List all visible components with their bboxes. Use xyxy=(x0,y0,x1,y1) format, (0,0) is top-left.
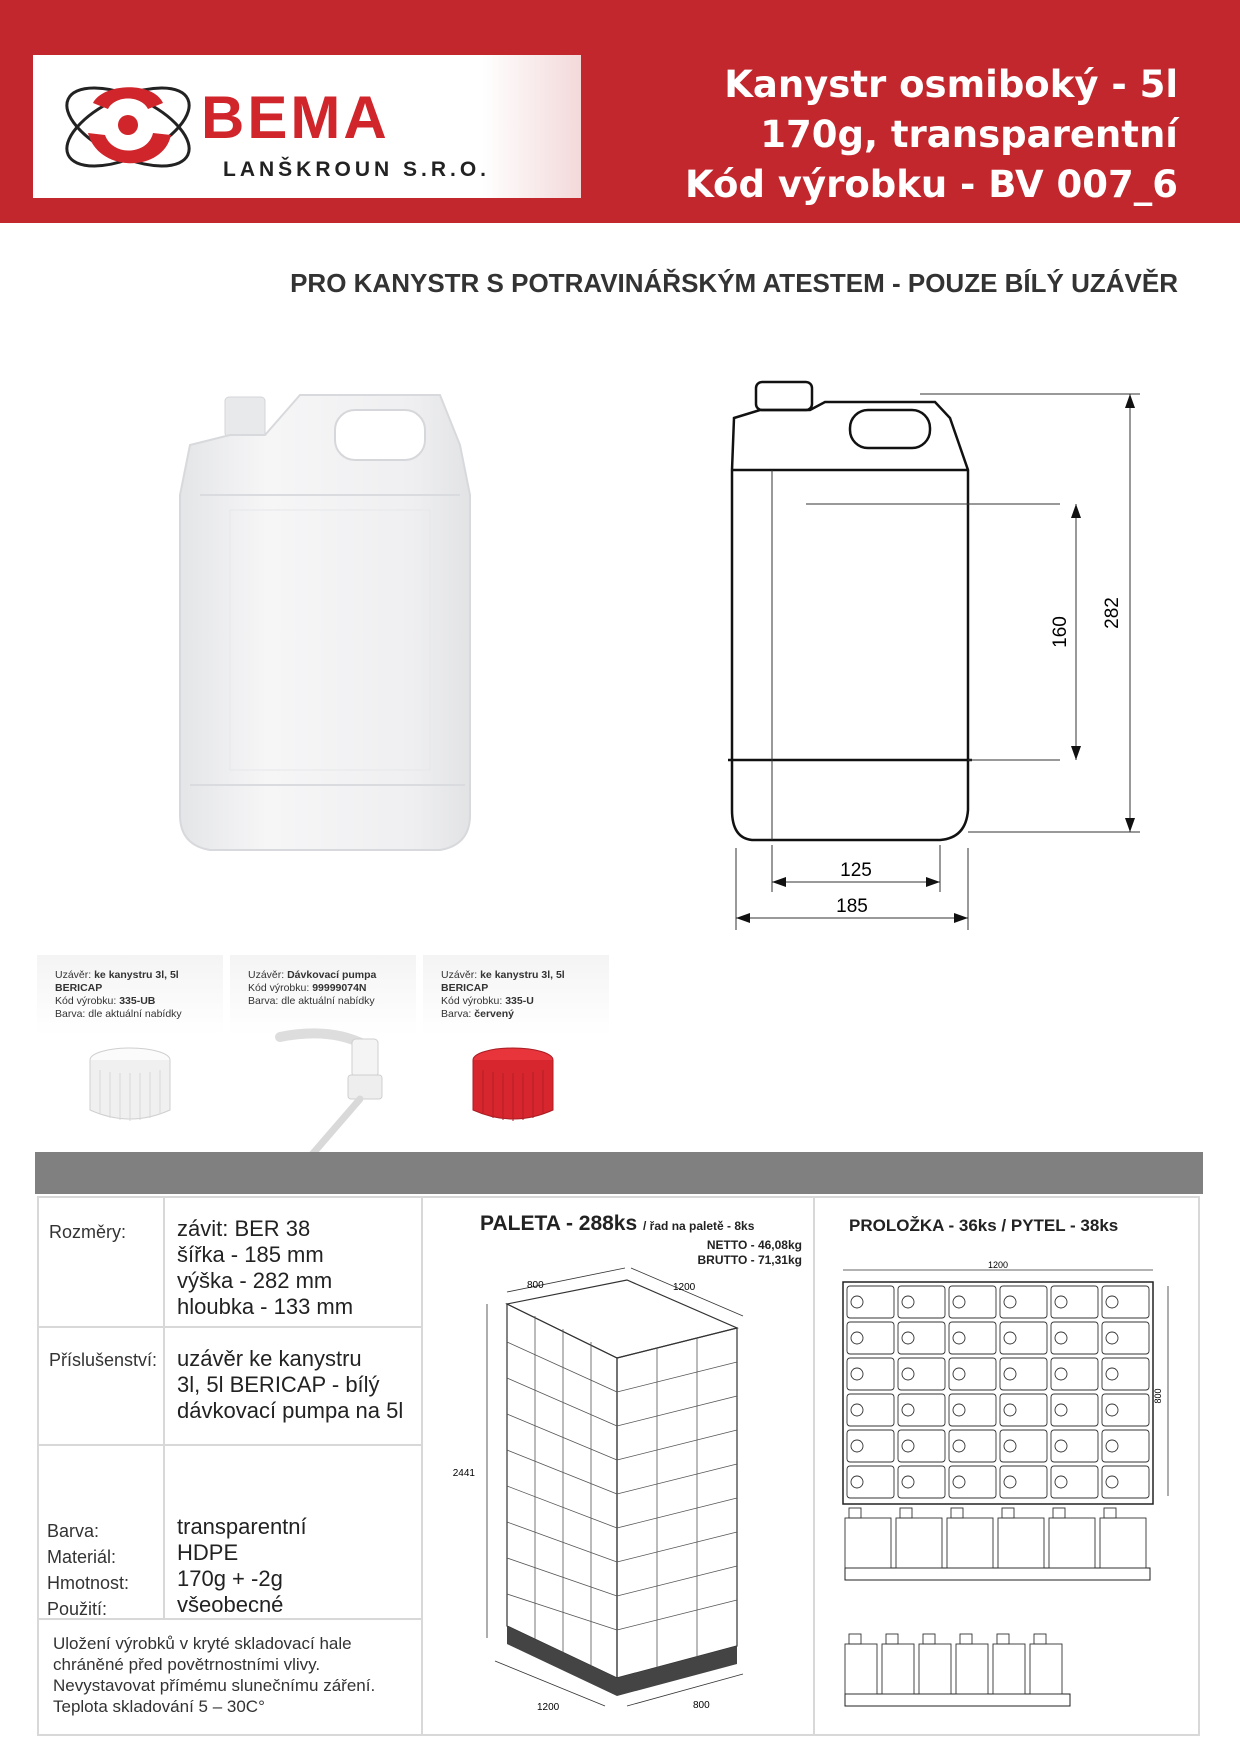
tray-slot-neck xyxy=(851,1332,863,1344)
tray-slot-neck xyxy=(1004,1296,1016,1308)
canister-outline xyxy=(998,1518,1044,1568)
material-label: Materiál: xyxy=(47,1547,117,1567)
acc2-l1-bold: Dávkovací pumpa xyxy=(287,969,377,981)
rozmery-line: závit: BER 38 xyxy=(177,1216,311,1241)
prolozka-dim-width: 1200 xyxy=(987,1260,1009,1270)
canister-outline xyxy=(882,1644,914,1694)
paleta-weights xyxy=(597,1238,802,1268)
tray-slot xyxy=(1051,1394,1098,1426)
cell-rozmery-label xyxy=(37,1196,165,1328)
red-cap-icon xyxy=(458,1040,568,1130)
tray-slot-neck xyxy=(953,1368,965,1380)
tray-slot xyxy=(1102,1322,1149,1354)
tray-slot-neck xyxy=(1106,1476,1118,1488)
acc1-l1-prefix: Uzávěr: xyxy=(55,969,95,981)
tray-slot-neck xyxy=(1004,1368,1016,1380)
canister-cap-outline xyxy=(849,1634,861,1644)
tray-slot-neck xyxy=(1055,1296,1067,1308)
acc2-l2-bold: 99999074N xyxy=(312,982,367,994)
canister-outline xyxy=(993,1644,1025,1694)
tray-slot-neck xyxy=(1106,1440,1118,1452)
tray-slot-neck xyxy=(902,1368,914,1380)
tray-slot xyxy=(949,1394,996,1426)
acc3-l3-text: červený xyxy=(474,1008,514,1020)
tray-slot-neck xyxy=(1004,1332,1016,1344)
tray-slot-neck xyxy=(1004,1404,1016,1416)
tray-slot xyxy=(1000,1358,1047,1390)
technical-drawing xyxy=(700,370,1140,940)
tray-slot-neck xyxy=(851,1368,863,1380)
accessory-card-pump xyxy=(230,955,416,1035)
paleta-netto: NETTO - 46,08kg xyxy=(706,1238,802,1252)
prislusenstvi-label: Příslušenství: xyxy=(49,1350,158,1370)
dim-height-inner: 160 xyxy=(1050,616,1071,648)
accessory-card-cap-white xyxy=(37,955,223,1035)
storage-line: Nevystavovat přímému slunečnímu záření. xyxy=(53,1676,376,1695)
tray-slot-neck xyxy=(1004,1440,1016,1452)
product-title xyxy=(685,60,1178,210)
rozmery-label: Rozměry: xyxy=(49,1222,127,1242)
hmotnost-value: 170g + -2g xyxy=(177,1566,283,1591)
canister-cap-outline xyxy=(1002,1508,1014,1518)
rozmery-values xyxy=(177,1216,353,1320)
pouziti-value: všeobecné xyxy=(177,1592,284,1617)
tray-slot xyxy=(949,1322,996,1354)
tray-slot xyxy=(847,1322,894,1354)
tray-slot xyxy=(1051,1466,1098,1498)
tray-slot-neck xyxy=(902,1332,914,1344)
canister-outline xyxy=(845,1518,891,1568)
section-divider-bar xyxy=(35,1152,1203,1194)
tray-slot xyxy=(847,1430,894,1462)
acc1-l2-bold: 335-UB xyxy=(119,995,156,1007)
tray-slot-neck xyxy=(851,1296,863,1308)
tray-slot xyxy=(1102,1466,1149,1498)
prislusenstvi-line: uzávěr ke kanystru xyxy=(177,1346,362,1371)
tray-slot-neck xyxy=(1055,1404,1067,1416)
white-cap-icon xyxy=(75,1040,185,1130)
canister-cap-outline xyxy=(849,1508,861,1518)
acc1-l3-prefix: Barva: xyxy=(55,1008,89,1020)
title-line-3: Kód výrobku - BV 007_6 xyxy=(685,163,1178,206)
props-values xyxy=(177,1514,307,1618)
tray-slot-neck xyxy=(902,1440,914,1452)
canister-cap-outline xyxy=(960,1634,972,1644)
canister-cap-outline xyxy=(923,1634,935,1644)
acc1-l1-bold: ke kanystru 3l, 5l BERICAP xyxy=(55,969,179,994)
prislusenstvi-line: 3l, 5l BERICAP - bílý xyxy=(177,1372,380,1397)
rozmery-line: výška - 282 mm xyxy=(177,1268,333,1293)
tray-slot xyxy=(1000,1322,1047,1354)
tray-slot xyxy=(898,1394,945,1426)
paleta-per-row: / řad na paletě - 8ks xyxy=(643,1219,755,1233)
acc2-l3-prefix: Barva: xyxy=(248,995,282,1007)
acc3-l3-prefix: Barva: xyxy=(441,1008,475,1020)
tray-slot xyxy=(1102,1394,1149,1426)
tray-slot-neck xyxy=(1106,1368,1118,1380)
tray-slot xyxy=(949,1466,996,1498)
cell-prislusenstvi-label xyxy=(37,1326,165,1446)
tray-slot xyxy=(1051,1430,1098,1462)
tray-slot-neck xyxy=(1106,1296,1118,1308)
tray-slot xyxy=(1051,1286,1098,1318)
tray-slot xyxy=(1102,1286,1149,1318)
tray-slot-neck xyxy=(953,1404,965,1416)
canister-outline xyxy=(1100,1518,1146,1568)
barva-value: transparentní xyxy=(177,1514,307,1539)
canister-outline xyxy=(1049,1518,1095,1568)
acc3-l1-bold: ke kanystru 3l, 5l BERICAP xyxy=(441,969,565,994)
tray-slot xyxy=(1000,1394,1047,1426)
dim-width-inner: 125 xyxy=(840,860,872,881)
pallet-dim-width: 1200 xyxy=(673,1282,696,1293)
acc2-l1-prefix: Uzávěr: xyxy=(248,969,288,981)
acc3-l2-prefix: Kód výrobku: xyxy=(441,995,506,1007)
canister-outline xyxy=(956,1644,988,1694)
tray-slot xyxy=(949,1430,996,1462)
canister-outline xyxy=(947,1518,993,1568)
tray-slot xyxy=(1102,1358,1149,1390)
tray-slot xyxy=(898,1322,945,1354)
dim-width-total: 185 xyxy=(836,896,868,917)
canister-outline xyxy=(919,1644,951,1694)
storage-line: Teplota skladování 5 – 30C° xyxy=(53,1697,265,1716)
tray-slot xyxy=(949,1286,996,1318)
prolozka-drawing xyxy=(833,1256,1193,1726)
tray-slot-neck xyxy=(902,1476,914,1488)
brand-subtitle: LANŠKROUN S.R.O. xyxy=(223,158,491,181)
canister-cap-outline xyxy=(1104,1508,1116,1518)
pallet-drawing xyxy=(437,1266,807,1726)
canister-outline xyxy=(845,1644,877,1694)
tray-slot-neck xyxy=(1055,1476,1067,1488)
storage-line: Uložení výrobků v kryté skladovací hale xyxy=(53,1634,352,1653)
spec-table xyxy=(37,1196,1200,1736)
tray-slot xyxy=(1051,1358,1098,1390)
tray-slot xyxy=(949,1358,996,1390)
tray-slot-neck xyxy=(902,1296,914,1308)
title-line-2: 170g, transparentní xyxy=(760,113,1178,156)
barva-label: Barva: xyxy=(47,1521,100,1541)
acc2-l2-prefix: Kód výrobku: xyxy=(248,982,313,994)
tray-slot-neck xyxy=(1004,1476,1016,1488)
canister-cap-outline xyxy=(886,1634,898,1644)
storage-note xyxy=(53,1633,375,1717)
pallet-dim-height: 2441 xyxy=(452,1468,475,1479)
tray-slot xyxy=(1000,1286,1047,1318)
tray-slot-neck xyxy=(902,1404,914,1416)
canister-cap-outline xyxy=(1053,1508,1065,1518)
accessory-card-cap-red xyxy=(423,955,609,1035)
paleta-title-main: PALETA - 288ks xyxy=(480,1212,638,1235)
canister-photo xyxy=(170,385,530,885)
tray-slot-neck xyxy=(1106,1404,1118,1416)
canister-cap-outline xyxy=(997,1634,1009,1644)
paleta-title xyxy=(480,1212,754,1236)
rozmery-line: šířka - 185 mm xyxy=(177,1242,324,1267)
tray-slot-neck xyxy=(851,1404,863,1416)
tray-slot xyxy=(1102,1430,1149,1462)
tray-slot xyxy=(847,1394,894,1426)
pallet-dim-bottom-width: 1200 xyxy=(537,1702,560,1713)
tray-slot-neck xyxy=(1106,1332,1118,1344)
hmotnost-label: Hmotnost: xyxy=(47,1573,130,1593)
tray-slot-neck xyxy=(953,1296,965,1308)
props-labels xyxy=(47,1518,129,1622)
canister-cap-outline xyxy=(1034,1634,1046,1644)
rozmery-line: hloubka - 133 mm xyxy=(177,1294,354,1319)
tray-slot xyxy=(847,1466,894,1498)
tray-slot xyxy=(898,1430,945,1462)
tray-slot xyxy=(1051,1322,1098,1354)
tray-slot-neck xyxy=(851,1440,863,1452)
brand-name: BEMA xyxy=(201,84,390,151)
tray-slot xyxy=(1000,1430,1047,1462)
tray-slot-neck xyxy=(1055,1332,1067,1344)
prolozka-title: PROLOŽKA - 36ks / PYTEL - 38ks xyxy=(849,1216,1119,1235)
canister-outline xyxy=(896,1518,942,1568)
subtitle: PRO KANYSTR S POTRAVINÁŘSKÝM ATESTEM - POUZE BÍLÝ UZÁVĚR xyxy=(290,268,1178,298)
pallet-dim-bottom-depth: 800 xyxy=(693,1700,710,1711)
tray-slot-neck xyxy=(953,1332,965,1344)
acc3-l2-bold: 335-U xyxy=(505,995,534,1007)
tray-slot xyxy=(1000,1466,1047,1498)
tray-slot-neck xyxy=(953,1440,965,1452)
canister-cap-outline xyxy=(900,1508,912,1518)
tray-slot-neck xyxy=(1055,1368,1067,1380)
acc2-l3-text: dle aktuální nabídky xyxy=(281,995,375,1007)
acc1-l3-text: dle aktuální nabídky xyxy=(88,1008,182,1020)
prolozka-dim-height: 800 xyxy=(1153,1388,1163,1404)
canister-cap-outline xyxy=(951,1508,963,1518)
tray-slot xyxy=(898,1466,945,1498)
tray-slot-neck xyxy=(953,1476,965,1488)
tray-slot xyxy=(847,1358,894,1390)
canister-outline xyxy=(1030,1644,1062,1694)
prislusenstvi-values xyxy=(177,1346,403,1424)
pouziti-label: Použití: xyxy=(47,1599,108,1619)
tray-slot-neck xyxy=(851,1476,863,1488)
bema-logo-icon xyxy=(53,63,203,191)
tray-slot xyxy=(898,1286,945,1318)
storage-line: chráněné před povětrnostními vlivy. xyxy=(53,1655,321,1674)
dim-height-total: 282 xyxy=(1102,597,1123,629)
material-value: HDPE xyxy=(177,1540,239,1565)
acc1-l2-prefix: Kód výrobku: xyxy=(55,995,120,1007)
tray-slot xyxy=(898,1358,945,1390)
tray-slot-neck xyxy=(1055,1440,1067,1452)
title-line-1: Kanystr osmiboký - 5l xyxy=(724,63,1178,106)
tray-slot xyxy=(847,1286,894,1318)
acc3-l1-prefix: Uzávěr: xyxy=(441,969,481,981)
pallet-dim-depth: 800 xyxy=(527,1280,544,1291)
logo-panel xyxy=(33,55,581,198)
prislusenstvi-line: dávkovací pumpa na 5l xyxy=(177,1398,404,1423)
paleta-brutto: BRUTTO - 71,31kg xyxy=(697,1253,802,1267)
